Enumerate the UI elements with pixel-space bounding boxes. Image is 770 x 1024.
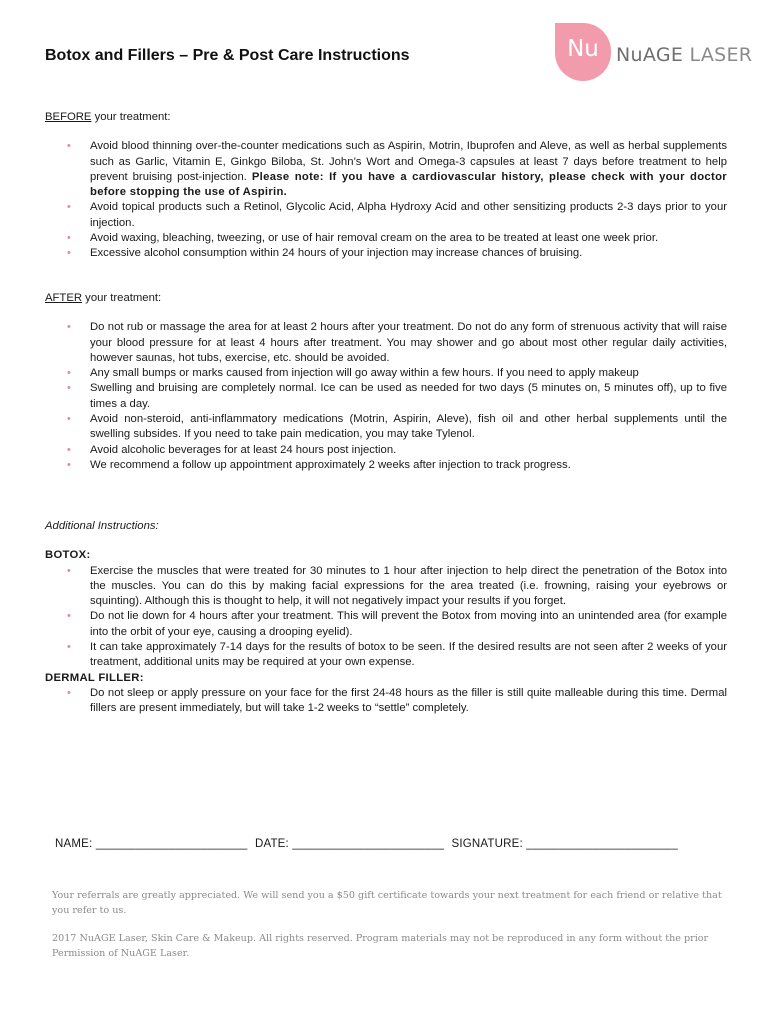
list-item: • We recommend a follow up appointment approximately 2 weeks after injection to track progress.	[45, 458, 727, 473]
signature-fields	[55, 838, 735, 850]
logo-mark-text: Nu	[567, 36, 599, 62]
additional-heading: Additional Instructions:	[45, 520, 159, 532]
list-item: • It can take approximately 7-14 days for the results of botox to be seen. If the desired results are not seen after 2 weeks of your treatment, additional units may be required at your own expense.	[45, 640, 727, 671]
list-item: • Avoid waxing, bleaching, tweezing, or use of hair removal cream on the area to be treated at least one week prior.	[45, 231, 727, 246]
signature-field[interactable]: SIGNATURE: _______________________	[451, 838, 678, 850]
page-title: Botox and Fillers – Pre & Post Care Instructions	[45, 47, 410, 64]
list-item: • Excessive alcohol consumption within 24 hours of your injection may increase chances of bruising.	[45, 246, 727, 261]
before-heading-underlined: BEFORE	[45, 111, 92, 123]
list-item: • Do not lie down for 4 hours after your treatment. This will prevent the Botox from moving into an unintended area (for example into the orbit of your eye, causing a drooping eyelid).	[45, 609, 727, 640]
list-item: • Do not sleep or apply pressure on your face for the first 24-48 hours as the filler is still quite malleable during this time. Dermal fillers are present immediately, but will take 1-2 weeks to “settle” completely.	[45, 686, 727, 717]
referral-note: Your referrals are greatly appreciated. We will send you a $50 gift certificate towards your next treatment for each friend or relative that you refer to us.	[52, 890, 722, 916]
list-item: • Avoid non-steroid, anti-inflammatory medications (Motrin, Aspirin, Aleve), fish oil and other herbal supplements until the swelling subsides. If you need to take pain medication, you may take Tylenol.	[45, 412, 727, 443]
additional-section	[45, 519, 727, 717]
botox-label: BOTOX:	[45, 549, 91, 562]
botox-list	[45, 564, 727, 671]
before-heading-rest: your treatment:	[91, 111, 171, 123]
list-item: • Avoid alcoholic beverages for at least 24 hours post injection.	[45, 443, 727, 458]
copyright-note: 2017 NuAGE Laser, Skin Care & Makeup. All rights reserved. Program materials may not be reproduced in any form without the prior Permission of NuAGE Laser.	[52, 933, 709, 959]
date-field[interactable]: DATE: _______________________	[254, 838, 445, 850]
list-item: • Any small bumps or marks caused from injection will go away within a few hours. If you need to apply makeup	[45, 366, 727, 381]
list-item: • Do not rub or massage the area for at least 2 hours after your treatment. Do not do any form of strenuous activity that will raise your blood pressure for at least 4 hours after treatment. You may shower and go about most other regular daily activities, however saunas, hot tubs, exercise, etc. should be avoided.	[45, 320, 727, 366]
name-field[interactable]: NAME: _______________________	[55, 838, 248, 850]
logo-brand: NuAGE	[616, 44, 684, 66]
after-heading-underlined: AFTER	[45, 292, 83, 304]
nuage-laser-logo	[555, 23, 753, 83]
before-list	[45, 139, 727, 261]
list-item-text: Avoid blood thinning over-the-counter medications such as Aspirin, Motrin, Ibuprofen and Aleve, as well as herbal supplements such as Garlic, Vitamin E, Ginkgo Biloba, St. John’s Wort and Omega-3 capsules at least 7 days before treatment to help prevent bruising post-injection.	[90, 140, 727, 183]
after-list	[45, 320, 727, 473]
logo-brand-light: LASER	[689, 44, 753, 66]
after-heading	[45, 291, 727, 306]
dermal-filler-label: DERMAL FILLER:	[45, 671, 144, 684]
after-heading-rest: your treatment:	[82, 292, 162, 304]
before-section	[45, 110, 727, 262]
before-heading	[45, 110, 727, 125]
filler-list	[45, 686, 727, 717]
after-section	[45, 291, 727, 473]
list-item	[45, 139, 727, 200]
list-item: • Avoid topical products such a Retinol, Glycolic Acid, Alpha Hydroxy Acid and other sensitizing products 2-3 days prior to your injection.	[45, 200, 727, 231]
aspirin-note: Please note: If you have a cardiovascular history, please check with your doctor before stopping the use of Aspirin.	[90, 170, 727, 199]
logo-wordmark	[616, 44, 752, 66]
list-item: • Exercise the muscles that were treated for 30 minutes to 1 hour after injection to help direct the penetration of the Botox into the muscles. You can do this by making facial expressions for the area treated (i.e. frowning, raising your eyebrows or squinting). Although this is thought to help, it will not negatively impact your results if you forget.	[45, 564, 727, 610]
list-item: • Swelling and bruising are completely normal. Ice can be used as needed for two days (5 minutes on, 5 minutes off), up to five times a day.	[45, 381, 727, 412]
